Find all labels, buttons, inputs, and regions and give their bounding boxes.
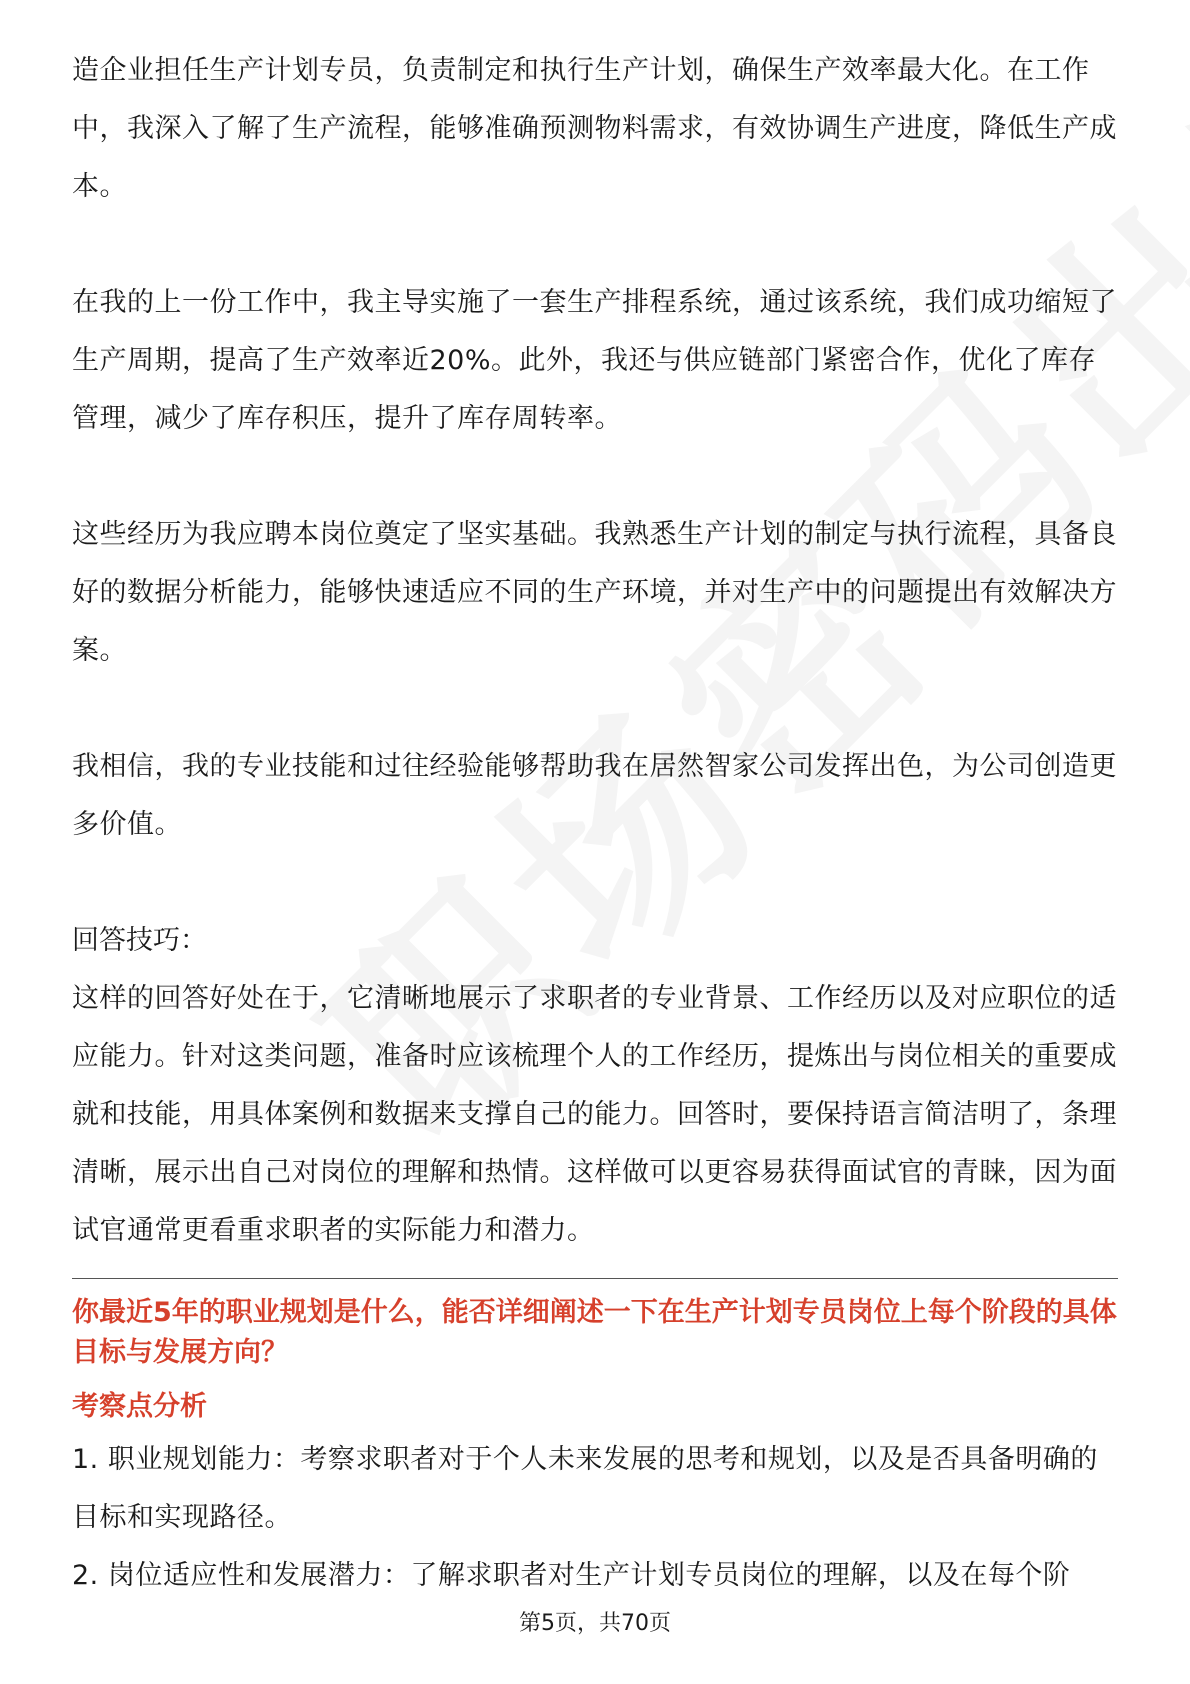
analysis-item-2: 2. 岗位适应性和发展潜力：了解求职者对生产计划专员岗位的理解，以及在每个阶 <box>72 1560 1071 1591</box>
paragraph-1: 造企业担任生产计划专员，负责制定和执行生产计划，确保生产效率最大化。在工作中，我深入了解了生产流程，能够准确预测物料需求，有效协调生产进度，降低生产成本。 <box>72 55 1117 202</box>
paragraph-4: 我相信，我的专业技能和过往经验能够帮助我在居然智家公司发挥出色，为公司创造更多价值。 <box>72 751 1117 840</box>
question-heading: 你最近5年的职业规划是什么，能否详细阐述一下在生产计划专员岗位上每个阶段的具体目标与发展方向？ <box>72 1297 1117 1368</box>
page-number: 第5页，共70页 <box>519 1611 671 1636</box>
section-divider <box>72 1278 1118 1279</box>
paragraph-2: 在我的上一份工作中，我主导实施了一套生产排程系统，通过该系统，我们成功缩短了生产周期，提高了生产效率近20%。此外，我还与供应链部门紧密合作，优化了库存管理，减少了库存积压，提升了库存周转率。 <box>72 287 1117 434</box>
paragraph-3: 这些经历为我应聘本岗位奠定了坚实基础。我熟悉生产计划的制定与执行流程，具备良好的数据分析能力，能够快速适应不同的生产环境，并对生产中的问题提出有效解决方案。 <box>72 519 1117 666</box>
tips-label: 回答技巧： <box>72 925 207 956</box>
analysis-item-1: 1. 职业规划能力：考察求职者对于个人未来发展的思考和规划，以及是否具备明确的目标和实现路径。 <box>72 1444 1098 1533</box>
analysis-title: 考察点分析 <box>72 1391 207 1422</box>
tips-text: 这样的回答好处在于，它清晰地展示了求职者的专业背景、工作经历以及对应职位的适应能力。针对这类问题，准备时应该梳理个人的工作经历，提炼出与岗位相关的重要成就和技能，用具体案例和数据来支撑自己的能力。回答时，要保持语言简洁明了，条理清晰，展示出自己对岗位的理解和热情。这样做可以更容易获得面试官的青睐，因为面试官通常更看重求职者的实际能力和潜力。 <box>72 983 1117 1246</box>
page-content <box>72 42 1118 1605</box>
